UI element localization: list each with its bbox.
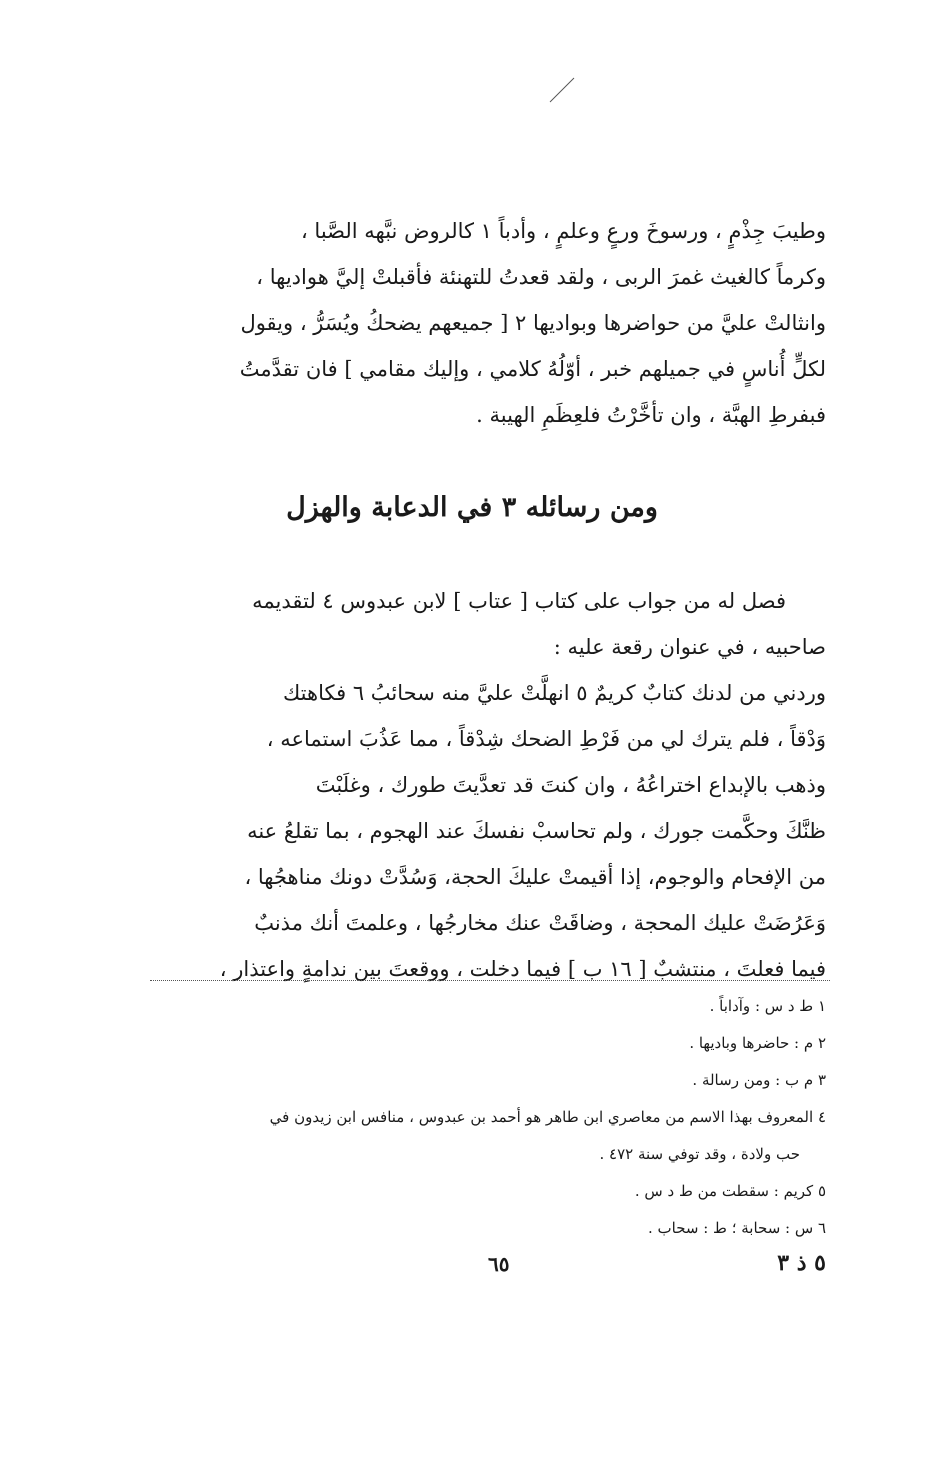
pen-mark xyxy=(548,76,576,104)
text-line: لكلٍّ أُناسٍ في جميلهم خبر ، أوّلُهُ كلامي ، وإليك مقامي ] فان تقدَّمتُ xyxy=(239,357,826,381)
text-line: وَدْقاً ، فلم يترك لي من فَرْطِ الضحك شِدْقاً ، مما عَذُبَ استماعه ، xyxy=(266,727,826,751)
footnote-divider xyxy=(150,980,830,981)
page-number: ٦٥ xyxy=(488,1252,510,1276)
footnote: ٤ المعروف بهذا الاسم من معاصري ابن طاهر هو أحمد بن عبدوس ، منافس ابن زيدون في xyxy=(269,1108,826,1126)
text-line: فيما فعلتَ ، منتشبٌ [ ١٦ ب ] فيما دخلت ، ووقعتَ بين ندامةٍ واعتذار ، xyxy=(219,957,826,981)
text-line: فبفرطِ الهبَّة ، وان تأخَّرْتُ فلعِظَمِ الهيبة . xyxy=(476,403,826,427)
text-line: ظنَّكَ وحكَّمت جورك ، ولم تحاسبْ نفسكَ عند الهجوم ، بما تقلعُ عنه xyxy=(247,819,826,843)
footnote: ٢ م : حاضرها وباديها . xyxy=(689,1034,826,1052)
footnote-continuation: حب ولادة ، وقد توفي سنة ٤٧٢ . xyxy=(599,1145,800,1163)
text-line: صاحبيه ، في عنوان رقعة عليه : xyxy=(553,635,826,659)
paragraph-1 xyxy=(150,208,826,438)
text-line: فصل له من جواب على كتاب [ عتاب ] لابن عبدوس ٤ لتقديمه xyxy=(252,589,786,613)
text-line: وردني من لدنك كتابٌ كريمٌ ٥ انهلَّتْ عليَّ منه سحائبُ ٦ فكاهتك xyxy=(282,681,826,705)
footnote: ٥ كريم : سقطت من ط د س . xyxy=(634,1182,826,1200)
section-heading: ومن رسائله ٣ في الدعابة والهزل xyxy=(286,492,658,523)
footnote: ١ ط د س : وآداباً . xyxy=(709,997,826,1015)
text-line: وذهب بالإبداع اختراعُهُ ، وان كنتَ قد تعدَّيتَ طورك ، وغلَبْتَ xyxy=(315,773,826,797)
text-line: من الإفحام والوجوم، إذا أقيمتْ عليكَ الحجة، وَسُدَّتْ دونك مناهجُها ، xyxy=(244,865,826,889)
footnotes xyxy=(150,988,826,1247)
footnote: ٦ س : سحابة ؛ ط : سحاب . xyxy=(647,1219,826,1237)
text-line: وانثالتْ عليَّ من حواضرها وبواديها ٢ [ جميعهم يضحكُ ويُسَرُّ ، ويقول xyxy=(240,311,826,335)
text-line: وطيبَ جِذْمٍ ، ورسوخَ ورعٍ وعلمٍ ، وأدباً ١ كالروض نبَّهه الصَّبا ، xyxy=(300,219,826,243)
text-line: وَعَرُضَتْ عليك المحجة ، وضاقَتْ عنك مخارجُها ، وعلمتَ أنك مذنبٌ xyxy=(254,911,826,935)
paragraph-2 xyxy=(150,578,826,992)
text-line: وكرماً كالغيث غمرَ الربى ، ولقد قعدتُ للتهنئة فأقبلتْ إليَّ هواديها ، xyxy=(256,265,826,289)
signature-mark: ٥ ذ ٣ xyxy=(777,1250,826,1276)
footnote: ٣ م ب : ومن رسالة . xyxy=(692,1071,826,1089)
